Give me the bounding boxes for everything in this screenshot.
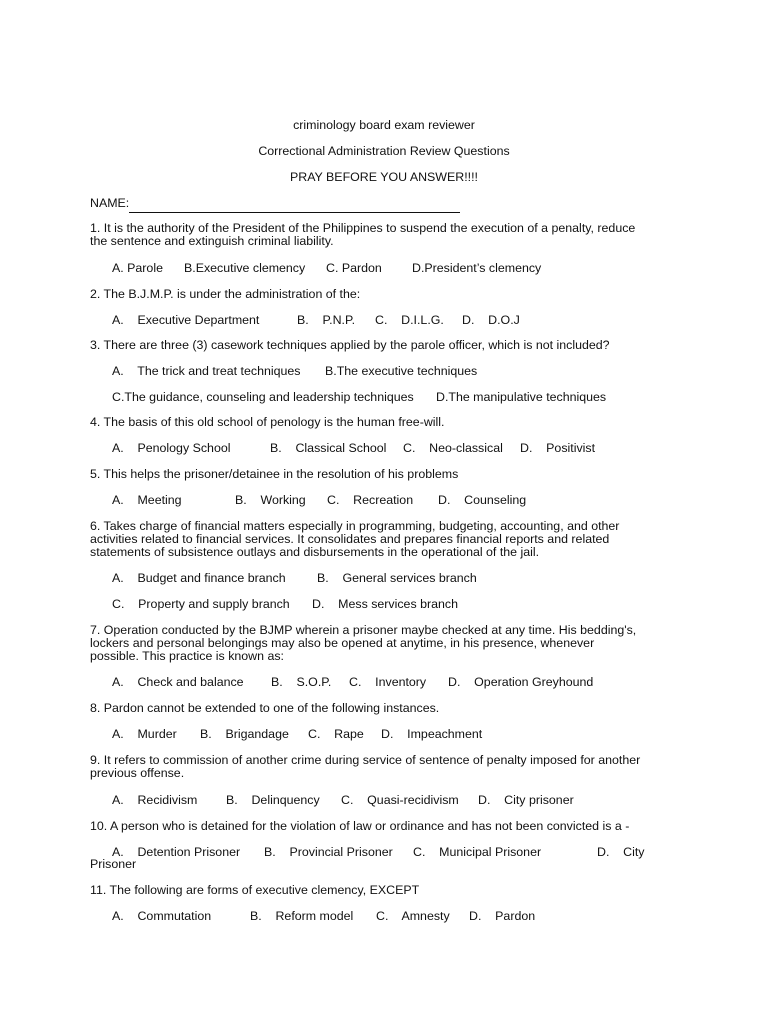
question-10-option-b: B. Provincial Prisoner	[264, 845, 393, 859]
question-7-option-c: C. Inventory	[349, 675, 427, 689]
question-1-option-c: C. Pardon	[326, 261, 382, 275]
question-3-text: 3. There are three (3) casework techniques applied by the parole officer, which is not included?	[90, 338, 610, 352]
question-2-option-d: D. D.O.J	[462, 313, 520, 327]
question-8-option-c: C. Rape	[308, 727, 364, 741]
question-5-option-d: D. Counseling	[438, 493, 527, 507]
question-3-option-b: B.The executive techniques	[325, 364, 478, 378]
question-4-option-d: D. Positivist	[520, 441, 596, 455]
question-2-option-c: C. D.I.L.G.	[375, 313, 444, 327]
question-5-text: 5. This helps the prisoner/detainee in the resolution of his problems	[90, 467, 459, 481]
question-9-text: 9. It refers to commission of another crime during service of sentence of penalty imposed for another previous offense.	[90, 753, 641, 780]
question-5-option-a: A. Meeting	[112, 493, 182, 507]
question-11-option-d: D. Pardon	[469, 909, 536, 923]
question-4-text: 4. The basis of this old school of penology is the human free-will.	[90, 415, 445, 429]
question-1-option-d: D.President’s clemency	[412, 261, 542, 275]
question-11-option-a: A. Commutation	[112, 909, 212, 923]
question-11-option-b: B. Reform model	[250, 909, 354, 923]
question-7-text: 7. Operation conducted by the BJMP wherein a prisoner maybe checked at any time. His bedding's, lockers and personal belongings may also be opened at anytime, in his presence, whenever possible. This practice is known as:	[90, 623, 637, 663]
question-3-option-a: A. The trick and treat techniques	[112, 364, 301, 378]
question-6-option-d: D. Mess services branch	[312, 597, 458, 611]
question-10-option-d: D. City	[597, 845, 645, 859]
question-9-option-d: D. City prisoner	[478, 793, 574, 807]
doc-title: criminology board exam reviewer	[293, 118, 475, 132]
question-6-text: 6. Takes charge of financial matters especially in programming, budgeting, accounting, and other activities related to financial services. It consolidates and prepares financial reports and related statements of subsistence outlays and disbursements in the operational of the jail.	[90, 519, 620, 559]
question-3-option-d: D.The manipulative techniques	[436, 390, 607, 404]
question-4-option-a: A. Penology School	[112, 441, 231, 455]
question-10-option-c: C. Municipal Prisoner	[413, 845, 542, 859]
name-blank-line	[129, 212, 460, 213]
question-8-option-b: B. Brigandage	[200, 727, 289, 741]
question-9-option-a: A. Recidivism	[112, 793, 198, 807]
question-5-option-c: C. Recreation	[327, 493, 414, 507]
question-10-option-a: A. Detention Prisoner	[112, 845, 241, 859]
doc-instruction: PRAY BEFORE YOU ANSWER!!!!	[290, 170, 478, 184]
question-2-option-a: A. Executive Department	[112, 313, 260, 327]
question-9-option-b: B. Delinquency	[226, 793, 320, 807]
question-1-text: 1. It is the authority of the President of the Philippines to suspend the execution of a penalty, reduce the sentence and extinguish criminal liability.	[90, 221, 636, 248]
question-1-option-a: A. Parole	[112, 261, 163, 275]
question-11-option-c: C. Amnesty	[376, 909, 450, 923]
name-label: NAME:	[90, 196, 130, 210]
question-10-text: 10. A person who is detained for the violation of law or ordinance and has not been convicted is a -	[90, 819, 630, 833]
question-7-option-b: B. S.O.P.	[271, 675, 332, 689]
question-9-option-c: C. Quasi-recidivism	[341, 793, 459, 807]
question-4-option-c: C. Neo-classical	[403, 441, 503, 455]
question-5-option-b: B. Working	[235, 493, 306, 507]
question-6-option-a: A. Budget and finance branch	[112, 571, 286, 585]
question-3-option-c: C.The guidance, counseling and leadership techniques	[112, 390, 414, 404]
doc-subtitle: Correctional Administration Review Questions	[258, 144, 510, 158]
question-11-text: 11. The following are forms of executive clemency, EXCEPT	[90, 883, 420, 897]
question-8-option-a: A. Murder	[112, 727, 177, 741]
question-7-option-a: A. Check and balance	[112, 675, 244, 689]
question-10-option-wrap: Prisoner	[90, 857, 137, 871]
question-2-option-b: B. P.N.P.	[297, 313, 356, 327]
question-8-option-d: D. Impeachment	[381, 727, 483, 741]
question-6-option-b: B. General services branch	[317, 571, 477, 585]
question-6-option-c: C. Property and supply branch	[112, 597, 290, 611]
question-4-option-b: B. Classical School	[270, 441, 387, 455]
question-2-text: 2. The B.J.M.P. is under the administration of the:	[90, 287, 361, 301]
question-7-option-d: D. Operation Greyhound	[448, 675, 594, 689]
question-1-option-b: B.Executive clemency	[184, 261, 306, 275]
question-8-text: 8. Pardon cannot be extended to one of the following instances.	[90, 701, 440, 715]
